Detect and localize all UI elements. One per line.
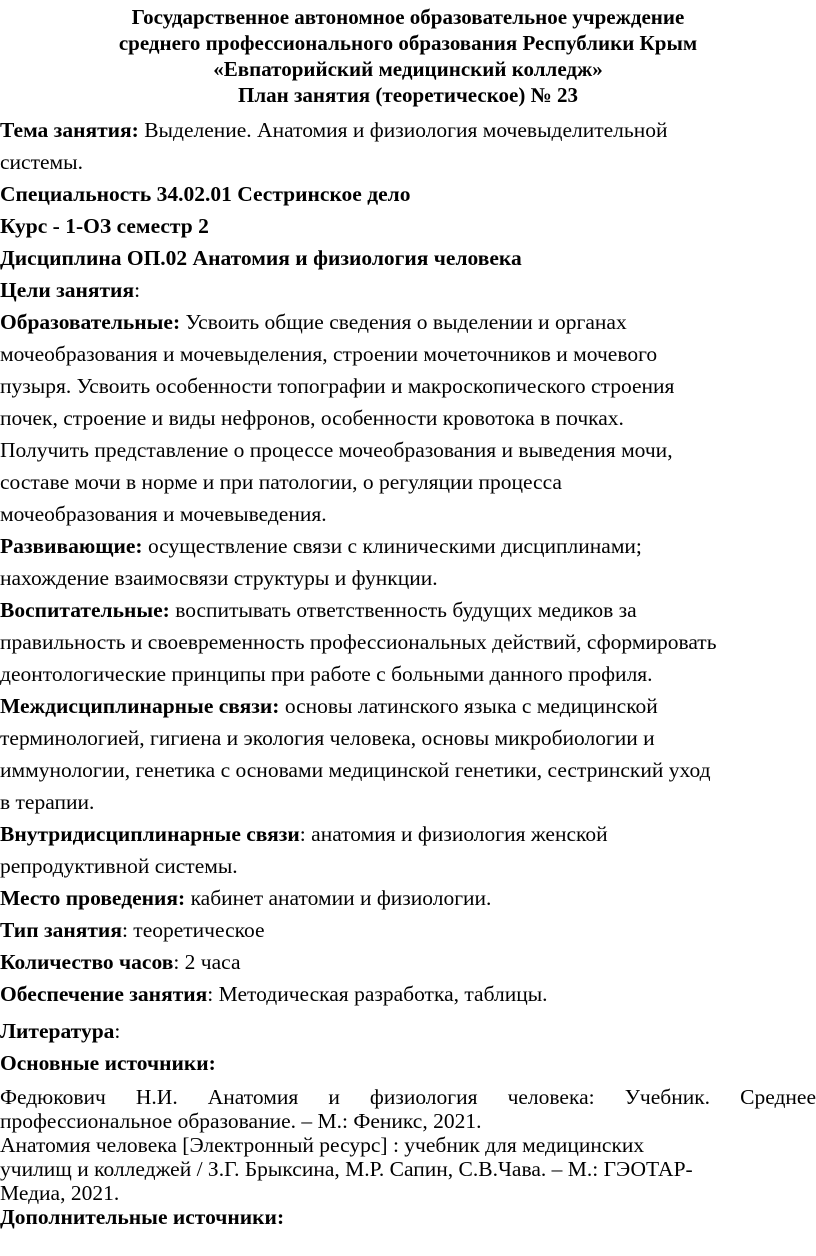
source-1-line-1: Федюкович Н.И. Анатомия и физиология человека: Учебник. Среднее [0,1085,816,1109]
interdisciplinary-line-3: иммунологии, генетика с основами медицинской генетики, сестринский уход [0,758,711,782]
type-line: Тип занятия: теоретическое [0,918,265,942]
educational-line-3: пузыря. Усвоить особенности топографии и макроскопического строения [0,374,675,398]
header-line-2: среднего профессионального образования Республики Крым [118,31,698,55]
source-1-line-2: профессиональное образование. – М.: Феникс, 2021. [0,1109,482,1133]
course: Курс - 1-ОЗ семестр 2 [0,214,209,238]
hours-label: Количество часов [0,950,174,974]
source-2-line-2: училищ и колледжей / З.Г. Брыксина, М.Р. Сапин, С.В.Чава. – М.: ГЭОТАР- [0,1157,693,1181]
main-sources-heading: Основные источники: [0,1051,216,1075]
educational-line-1: Образовательные: Усвоить общие сведения о выделении и органах [0,310,627,334]
place-label: Место проведения: [0,886,186,910]
upbringing-line-2: правильность и своевременность профессиональных действий, сформировать [0,630,717,654]
topic-label: Тема занятия: [0,118,139,142]
developing-line-2: нахождение взаимосвязи структуры и функции. [0,566,438,590]
literature-section [0,1019,816,1229]
source-2-line-3: Медиа, 2021. [0,1181,120,1205]
header-line-3: «Евпаторийский медицинский колледж» [213,57,603,81]
interdisciplinary-line-2: терминологией, гигиена и экология человека, основы микробиологии и [0,726,655,750]
place-line: Место проведения: кабинет анатомии и физиологии. [0,886,492,910]
header-line-1: Государственное автономное образовательное учреждение [131,5,685,29]
lesson-details [0,114,816,1010]
goals-heading: Цели занятия: [0,278,141,302]
topic-line-2: системы. [0,150,83,174]
upbringing-line-1: Воспитательные: воспитывать ответственность будущих медиков за [0,598,637,622]
educational-line-7: мочеобразования и мочевыведения. [0,502,327,526]
educational-line-6: составе мочи в норме и при патологии, о регуляции процесса [0,470,562,494]
educational-label: Образовательные: [0,310,181,334]
discipline: Дисциплина ОП.02 Анатомия и физиология человека [0,246,522,270]
interdisciplinary-line-1: Междисциплинарные связи: основы латинского языка с медицинской [0,694,658,718]
literature-label: Литература [0,1019,115,1043]
literature-heading: Литература: [0,1019,121,1043]
interdisciplinary-line-4: в терапии. [0,790,95,814]
interdisciplinary-label: Междисциплинарные связи: [0,694,280,718]
hours-line: Количество часов: 2 часа [0,950,241,974]
educational-line-2: мочеобразования и мочевыделения, строении мочеточников и мочевого [0,342,658,366]
document-header [0,0,816,108]
type-label: Тип занятия [0,918,122,942]
upbringing-line-3: деонтологические принципы при работе с больными данного профиля. [0,662,653,686]
intradisciplinary-line-1: Внутридисциплинарные связи: анатомия и физиология женской [0,822,608,846]
support-line: Обеспечение занятия: Методическая разработка, таблицы. [0,982,548,1006]
source-2-line-1: Анатомия человека [Электронный ресурс] : учебник для медицинских [0,1133,645,1157]
intradisciplinary-label: Внутридисциплинарные связи [0,822,300,846]
topic-line [0,114,816,146]
goals-label: Цели занятия [0,278,135,302]
specialty: Специальность 34.02.01 Сестринское дело [0,182,411,206]
educational-line-4: почек, строение и виды нефронов, особенности кровотока в почках. [0,406,624,430]
developing-line-1: Развивающие: осуществление связи с клиническими дисциплинами; [0,534,642,558]
upbringing-label: Воспитательные: [0,598,170,622]
educational-line-5: Получить представление о процессе мочеобразования и выведения мочи, [0,438,673,462]
support-label: Обеспечение занятия [0,982,208,1006]
topic-text: Выделение. Анатомия и физиология мочевыделительной [138,118,668,142]
developing-label: Развивающие: [0,534,143,558]
header-line-4: План занятия (теоретическое) № 23 [238,83,578,107]
additional-sources-heading: Дополнительные источники: [0,1205,285,1229]
intradisciplinary-line-2: репродуктивной системы. [0,854,238,878]
